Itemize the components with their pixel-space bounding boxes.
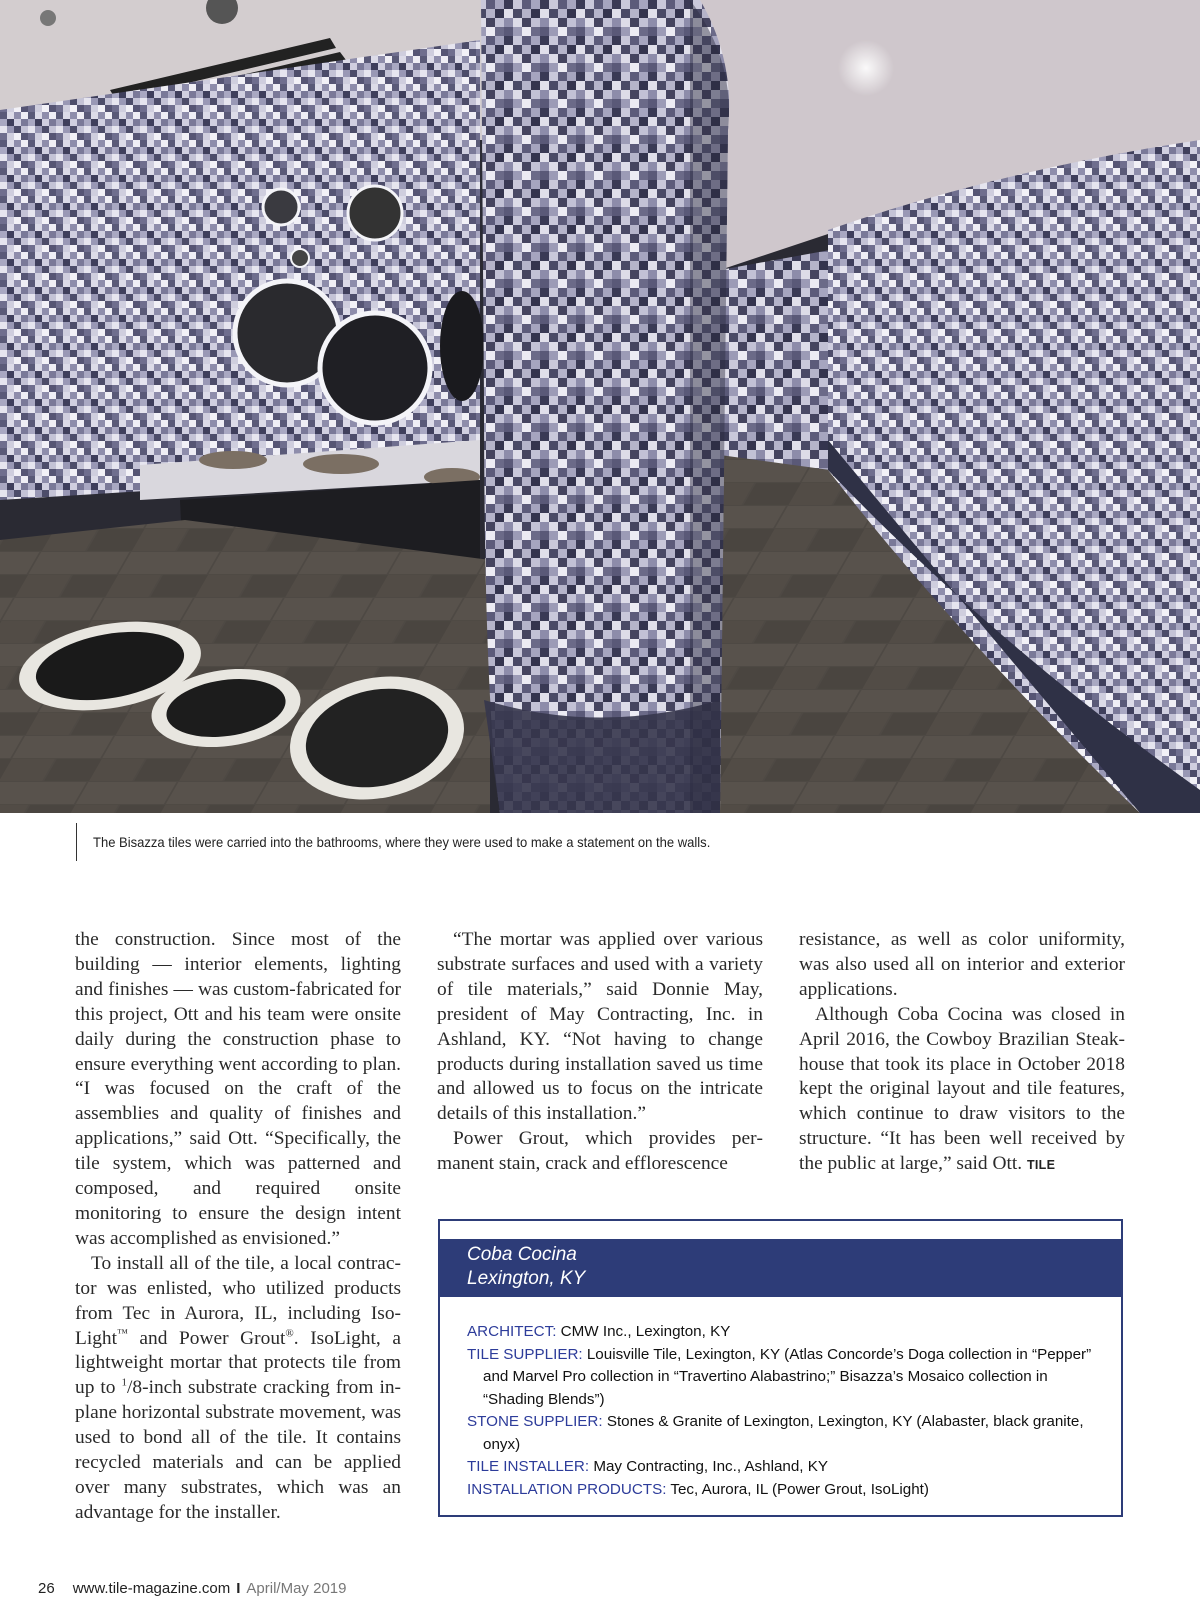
- project-credits-header: [440, 1239, 1121, 1297]
- credit-value: Tec, Aurora, IL (Power Grout, IsoLight): [666, 1480, 929, 1498]
- credit-value: Stones & Granite of Lexington, Lexington, KY (Alabaster, black granite, onyx): [483, 1413, 1084, 1453]
- project-credits-list: [467, 1321, 1099, 1501]
- column1-p2-text-a: To install all of the tile, a local contractor was enlisted, who utilized products from Tec in Aurora, IL, including IsoLight: [75, 1252, 401, 1349]
- credit-value: CMW Inc., Lexington, KY: [556, 1323, 731, 1340]
- project-location: Lexington, KY: [467, 1268, 586, 1289]
- article-column-2: [437, 928, 763, 1177]
- fraction-numerator: 1: [121, 1376, 128, 1389]
- page-footer: [38, 1580, 346, 1597]
- credit-stone-supplier: [467, 1411, 1099, 1456]
- caption-text: The Bisazza tiles were carried into the bathrooms, where they were used to make a statement on the walls.: [93, 834, 711, 850]
- column3-paragraph-2: [799, 1003, 1125, 1178]
- article-column-1: [75, 928, 401, 1526]
- photo-caption: [76, 823, 757, 861]
- credit-tile-supplier: [467, 1344, 1099, 1412]
- registered-symbol: ®: [285, 1327, 294, 1340]
- article-column-3: [799, 928, 1125, 1178]
- trademark-symbol: ™: [117, 1327, 128, 1340]
- credit-label: TILE SUPPLIER:: [467, 1345, 583, 1363]
- credit-label: STONE SUPPLIER:: [467, 1413, 603, 1430]
- tile-end-mark: TILE: [1026, 1158, 1056, 1173]
- column1-paragraph-1: the construction. Since most of the building — interior elements, lighting and finishes — was custom-fabricated for this project, Ott and his team were onsite daily during the construction phase to ensure everything went according to plan. “I was focused on the craft of the assemblies and quality of finishes and applications,” said Ott. “Specifically, the tile system, which was patterned and composed, and required onsite monitoring to ensure the design intent was accomplished as envisioned.”: [75, 929, 401, 1249]
- footer-separator: I: [236, 1580, 241, 1597]
- project-name: Coba Cocina: [467, 1244, 577, 1265]
- credit-value: May Contracting, Inc., Ashland, KY: [589, 1458, 829, 1475]
- credit-label: INSTALLATION PRODUCTS:: [467, 1480, 667, 1498]
- issue-date: April/May 2019: [246, 1580, 347, 1597]
- website-link[interactable]: www.tile-magazine.com: [72, 1580, 231, 1597]
- column3-p2-text: Although Coba Cocina was closed in April 2016, the Cowboy Brazilian Steakhouse that took its place in October 2018 kept the original layout and tile features, which continue to draw visitors to the structure. “It has been well received by the public at large,” said Ott.: [799, 1003, 1125, 1175]
- column2-paragraph-1: “The mortar was applied over various substrate surfaces and used with a variety of tile materials,” said Donnie May, president of May Contracting, Inc. in Ashland, KY. “Not having to change products during installation saved us time and allowed us to focus on the intricate details of this installation.”: [437, 929, 763, 1125]
- project-credits-box: [438, 1219, 1123, 1517]
- credit-value: Louisville Tile, Lexington, KY (Atlas Concorde’s Doga collection in “Pepper” and Marvel Pro collection in “Travertino Alabastrino;” Bisazza’s Mosaico collection in “Shading Blends”): [483, 1345, 1092, 1408]
- credit-label: TILE INSTALLER:: [467, 1458, 590, 1475]
- column1-p2-text-b: and Power Grout: [127, 1327, 286, 1349]
- column1-paragraph-2: [75, 1252, 401, 1526]
- credit-tile-installer: [467, 1456, 1099, 1479]
- credit-architect: [467, 1321, 1099, 1344]
- column2-paragraph-2: Power Grout, which provides permanent stain, crack and efflorescence: [437, 1128, 763, 1175]
- credit-label: ARCHITECT:: [467, 1323, 557, 1340]
- column1-p2-text-c: . IsoLight, a lightweight mortar that protects tile from up to: [75, 1327, 401, 1399]
- credit-installation-products: [467, 1479, 1099, 1502]
- column1-p2-text-d: /8-inch substrate cracking from in-plane horizontal substrate movement, was used to bond all of the tile. It contains recycled materials and can be applied over many substrates, which was an advantage for the installer.: [75, 1377, 402, 1523]
- page-number: 26: [38, 1580, 55, 1597]
- column3-paragraph-1: resistance, as well as color uniformity, was also used all on interior and exterior applications.: [799, 929, 1125, 1000]
